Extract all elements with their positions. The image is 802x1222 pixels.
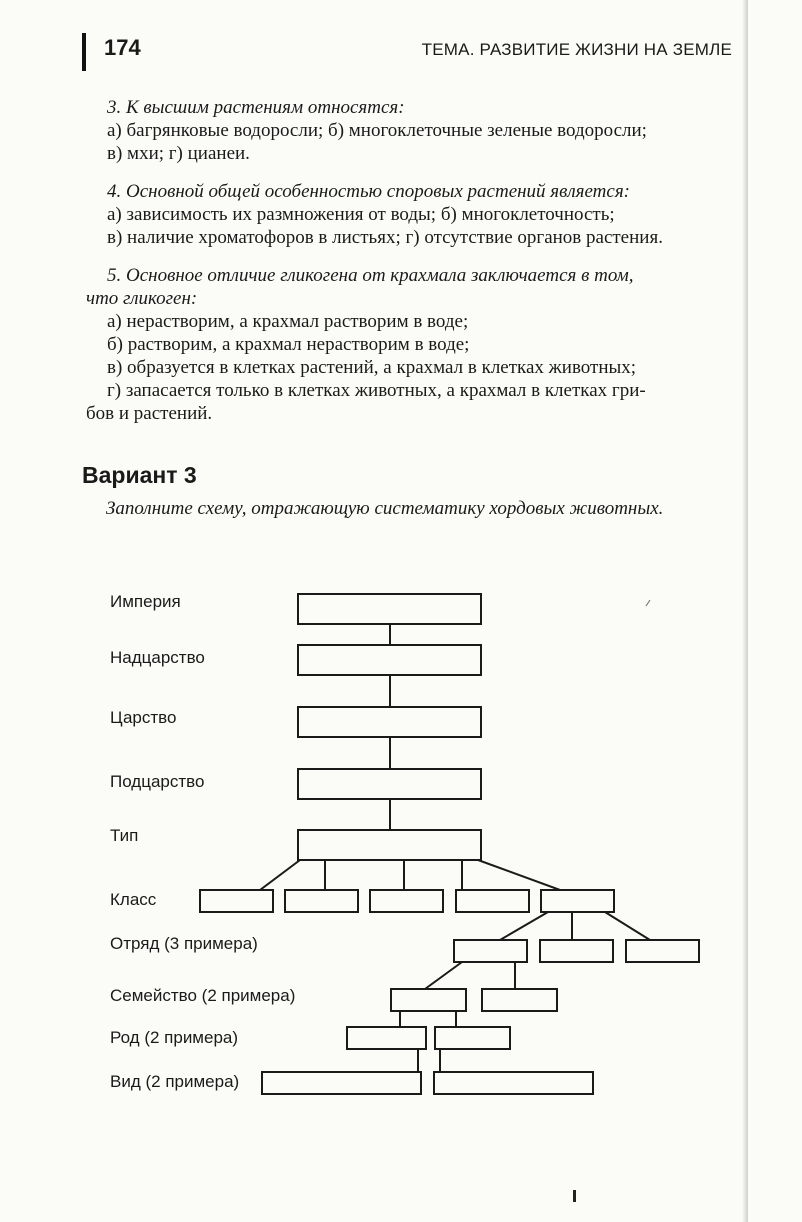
level-label-order: Отряд (3 примера) bbox=[110, 934, 258, 953]
instruction: Заполните схему, отражающую систематику хордовых животных. bbox=[106, 498, 664, 519]
box-class[interactable] bbox=[456, 890, 529, 912]
answer-line: б) растворим, а крахмал нерастворим в воде; bbox=[107, 334, 470, 355]
answer-line: бов и растений. bbox=[86, 403, 213, 424]
box-order[interactable] bbox=[540, 940, 613, 962]
answer-line: в) наличие хроматофоров в листьях; г) отсутствие органов растения. bbox=[107, 227, 663, 248]
variant-title: Вариант 3 bbox=[82, 462, 197, 488]
question-prompt: 4. Основной общей особенностью споровых растений является: bbox=[107, 181, 630, 202]
box-class[interactable] bbox=[285, 890, 358, 912]
answer-line: г) запасается только в клетках животных, а крахмал в клетках гри- bbox=[107, 380, 646, 401]
connector-line bbox=[260, 860, 300, 890]
level-label-genus: Род (2 примера) bbox=[110, 1028, 239, 1047]
running-head: ТЕМА. РАЗВИТИЕ ЖИЗНИ НА ЗЕМЛЕ bbox=[421, 40, 732, 59]
scan-mark bbox=[573, 1190, 576, 1202]
box-family[interactable] bbox=[482, 989, 557, 1011]
level-label-family: Семейство (2 примера) bbox=[110, 986, 296, 1005]
connector-line bbox=[605, 912, 650, 940]
question-prompt: 5. Основное отличие гликогена от крахмала заключается в том, bbox=[107, 265, 634, 286]
box-empire[interactable] bbox=[298, 594, 481, 624]
answer-line: в) образуется в клетках растений, а крахмал в клетках животных; bbox=[107, 357, 637, 378]
question-prompt: 3. К высшим растениям относятся: bbox=[107, 97, 405, 118]
level-label-phylum: Тип bbox=[110, 826, 139, 845]
box-species[interactable] bbox=[262, 1072, 421, 1094]
box-family[interactable] bbox=[391, 989, 466, 1011]
level-label-class: Класс bbox=[110, 890, 157, 909]
box-genus[interactable] bbox=[435, 1027, 510, 1049]
box-order[interactable] bbox=[626, 940, 699, 962]
level-label-superkingdom: Надцарство bbox=[110, 648, 205, 667]
box-class[interactable] bbox=[541, 890, 614, 912]
stray-mark bbox=[646, 600, 650, 606]
answer-line: в) мхи; г) цианеи. bbox=[107, 143, 250, 164]
page-number: 174 bbox=[104, 35, 141, 60]
level-label-subkingdom: Подцарство bbox=[110, 772, 205, 791]
box-superkingdom[interactable] bbox=[298, 645, 481, 675]
connector-line bbox=[500, 912, 548, 940]
connector-line bbox=[478, 860, 560, 890]
answer-line: а) зависимость их размножения от воды; б) многоклеточность; bbox=[107, 204, 615, 225]
answer-line: а) нерастворим, а крахмал растворим в воде; bbox=[107, 311, 469, 332]
connector-line bbox=[425, 962, 462, 989]
box-kingdom[interactable] bbox=[298, 707, 481, 737]
box-class[interactable] bbox=[200, 890, 273, 912]
box-subkingdom[interactable] bbox=[298, 769, 481, 799]
answer-line: а) багрянковые водоросли; б) многоклеточные зеленые водоросли; bbox=[107, 120, 647, 141]
box-class[interactable] bbox=[370, 890, 443, 912]
box-species[interactable] bbox=[434, 1072, 593, 1094]
box-order[interactable] bbox=[454, 940, 527, 962]
level-label-empire: Империя bbox=[110, 592, 181, 611]
box-genus[interactable] bbox=[347, 1027, 426, 1049]
level-label-species: Вид (2 примера) bbox=[110, 1072, 240, 1091]
box-phylum[interactable] bbox=[298, 830, 481, 860]
level-label-kingdom: Царство bbox=[110, 708, 177, 727]
question-prompt-continued: что гликоген: bbox=[86, 288, 198, 309]
